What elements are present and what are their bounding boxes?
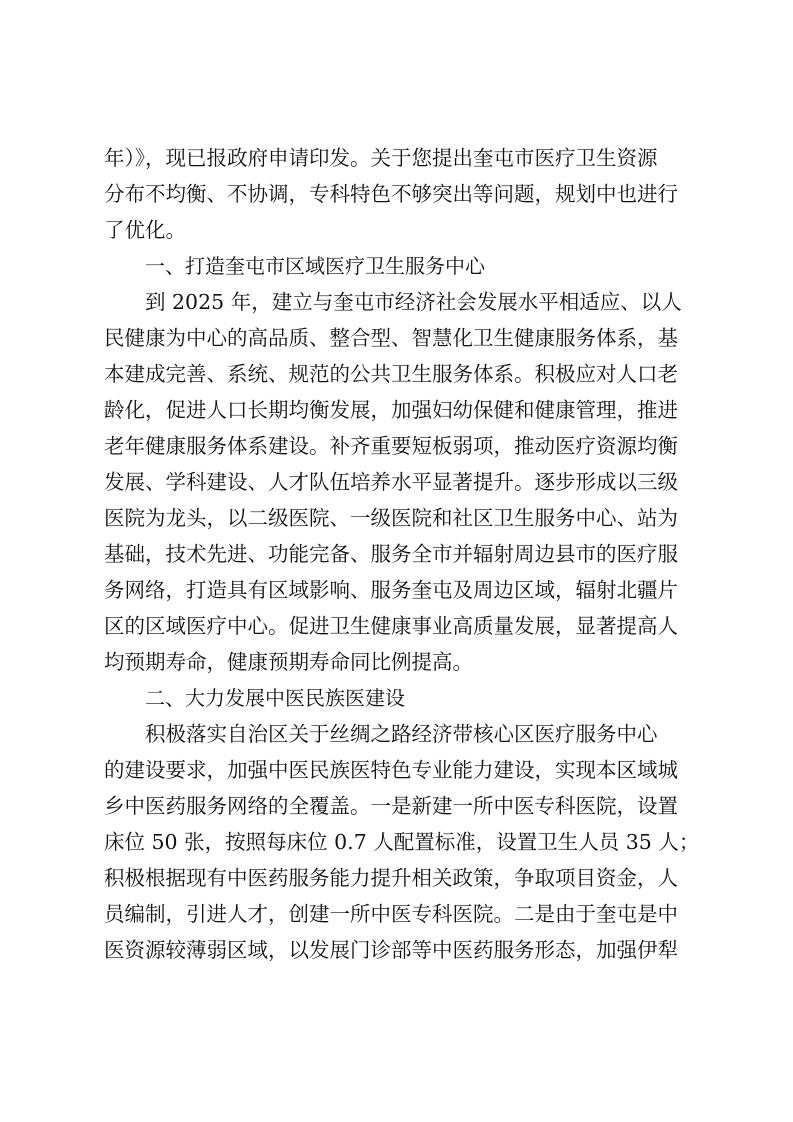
paragraph-line: 的建设要求，加强中医民族医特色专业能力建设，实现本区域城 xyxy=(104,758,678,782)
paragraph-line: 发展、学科建设、人才队伍培养水平显著提升。逐步形成以三级 xyxy=(104,470,678,494)
paragraph-line: 本建成完善、系统、规范的公共卫生服务体系。积极应对人口老 xyxy=(104,362,678,386)
paragraph-line: 积极根据现有中医药服务能力提升相关政策，争取项目资金，人 xyxy=(104,866,678,890)
paragraph-line: 区的区域医疗中心。促进卫生健康事业高质量发展，显著提高人 xyxy=(104,614,678,638)
paragraph-line: 民健康为中心的高品质、整合型、智慧化卫生健康服务体系，基 xyxy=(104,326,678,350)
paragraph-line: 老年健康服务体系建设。补齐重要短板弱项，推动医疗资源均衡 xyxy=(104,434,678,458)
paragraph-line: 床位 50 张，按照每床位 0.7 人配置标准，设置卫生人员 35 人； xyxy=(104,830,700,854)
paragraph-line: 基础，技术先进、功能完备、服务全市并辐射周边县市的医疗服 xyxy=(104,542,678,566)
section-heading-2: 二、大力发展中医民族医建设 xyxy=(145,686,405,710)
paragraph-line: 到 2025 年，建立与奎屯市经济社会发展水平相适应、以人 xyxy=(145,290,682,314)
paragraph-line: 分布不均衡、不协调，专科特色不够突出等问题，规划中也进行 xyxy=(104,182,678,206)
paragraph-line: 了优化。 xyxy=(104,218,186,242)
paragraph-line: 员编制，引进人才，创建一所中医专科医院。二是由于奎屯是中 xyxy=(104,902,678,926)
section-heading-1: 一、打造奎屯市区域医疗卫生服务中心 xyxy=(145,254,485,278)
paragraph-line: 医资源较薄弱区域，以发展门诊部等中医药服务形态，加强伊犁 xyxy=(104,938,678,962)
paragraph-line: 医院为龙头，以二级医院、一级医院和社区卫生服务中心、站为 xyxy=(104,506,678,530)
paragraph-line: 均预期寿命，健康预期寿命同比例提高。 xyxy=(104,650,473,674)
paragraph-line: 务网络，打造具有区域影响、服务奎屯及周边区域，辐射北疆片 xyxy=(104,578,678,602)
paragraph-line: 年）》，现已报政府申请印发。关于您提出奎屯市医疗卫生资源 xyxy=(104,146,658,170)
paragraph-line: 积极落实自治区关于丝绸之路经济带核心区医疗服务中心 xyxy=(145,722,658,746)
paragraph-line: 龄化，促进人口长期均衡发展，加强妇幼保健和健康管理，推进 xyxy=(104,398,678,422)
paragraph-line: 乡中医药服务网络的全覆盖。一是新建一所中医专科医院，设置 xyxy=(104,794,678,818)
document-body xyxy=(104,140,700,968)
